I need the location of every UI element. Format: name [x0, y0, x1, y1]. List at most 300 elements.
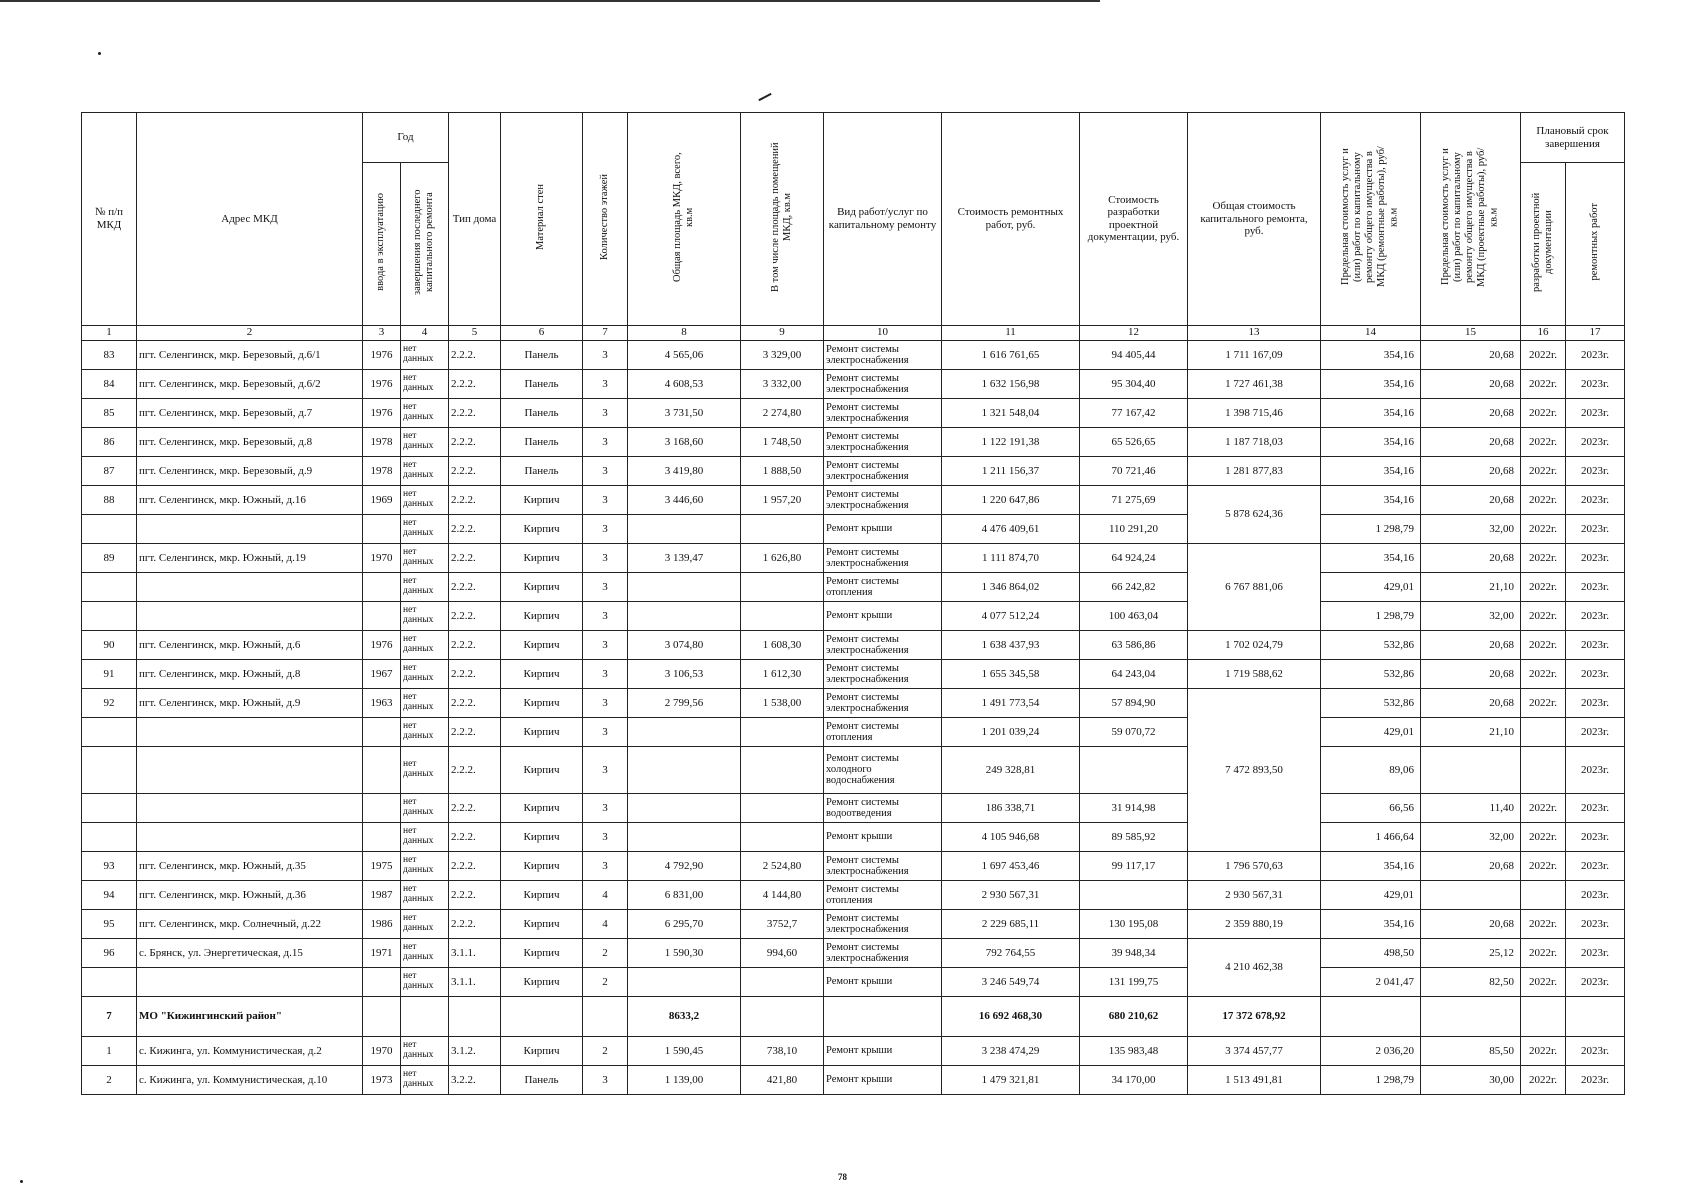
table-body — [82, 340, 1625, 1094]
column-number: 5 — [449, 325, 501, 340]
limit-repair-cell: 1 298,79 — [1321, 601, 1421, 630]
year-commissioned-cell: 1971 — [363, 938, 401, 967]
limit-repair-cell: 532,86 — [1321, 688, 1421, 717]
repair-cost-cell: 1 220 647,86 — [942, 485, 1080, 514]
floors-cell: 3 — [583, 572, 628, 601]
total-area-cell — [628, 601, 741, 630]
year-last-repair-cell: нет данных — [401, 572, 449, 601]
row-number — [82, 793, 137, 822]
repair-term-cell: 2023г. — [1566, 967, 1625, 996]
column-number: 3 — [363, 325, 401, 340]
total-area-cell — [628, 793, 741, 822]
work-type-cell: Ремонт системы электроснабжения — [824, 543, 942, 572]
repair-cost-cell: 1 491 773,54 — [942, 688, 1080, 717]
repair-term-cell: 2023г. — [1566, 369, 1625, 398]
address-cell: пгт. Селенгинск, мкр. Березовый, д.6/1 — [137, 340, 363, 369]
district-total-row — [82, 996, 1625, 1036]
house-type-cell: 2.2.2. — [449, 688, 501, 717]
house-type-cell: 2.2.2. — [449, 572, 501, 601]
floors-cell: 3 — [583, 746, 628, 793]
work-type-cell: Ремонт системы электроснабжения — [824, 398, 942, 427]
house-type-cell: 2.2.2. — [449, 601, 501, 630]
design-term-cell: 2022г. — [1521, 938, 1566, 967]
floors-cell: 3 — [583, 822, 628, 851]
year-last-repair-cell: нет данных — [401, 1065, 449, 1094]
column-number: 10 — [824, 325, 942, 340]
design-cost-cell — [1080, 880, 1188, 909]
header-premises-area: В том числе площадь помещений МКД, кв.м — [741, 113, 824, 326]
wall-material-cell: Кирпич — [501, 822, 583, 851]
design-term-cell: 2022г. — [1521, 659, 1566, 688]
total-area-cell: 6 295,70 — [628, 909, 741, 938]
scan-speck — [98, 52, 101, 55]
limit-design-cell: 32,00 — [1421, 514, 1521, 543]
work-type-cell: Ремонт крыши — [824, 601, 942, 630]
column-number: 11 — [942, 325, 1080, 340]
premises-area-cell: 2 524,80 — [741, 851, 824, 880]
year-last-repair-cell: нет данных — [401, 340, 449, 369]
house-type-cell: 3.1.2. — [449, 1036, 501, 1065]
header-total-area: Общая площадь МКД, всего, кв.м — [628, 113, 741, 326]
address-cell: пгт. Селенгинск, мкр. Южный, д.8 — [137, 659, 363, 688]
wall-material-cell: Панель — [501, 1065, 583, 1094]
design-term-cell: 2022г. — [1521, 543, 1566, 572]
design-term-cell: 2022г. — [1521, 398, 1566, 427]
row-number: 91 — [82, 659, 137, 688]
limit-design-cell: 20,68 — [1421, 340, 1521, 369]
wall-material-cell: Кирпич — [501, 543, 583, 572]
repair-term-cell: 2023г. — [1566, 1065, 1625, 1094]
work-type-cell: Ремонт крыши — [824, 1036, 942, 1065]
limit-design-cell: 20,68 — [1421, 485, 1521, 514]
year-last-repair-cell: нет данных — [401, 514, 449, 543]
year-commissioned-cell: 1975 — [363, 851, 401, 880]
address-cell: пгт. Селенгинск, мкр. Березовый, д.8 — [137, 427, 363, 456]
limit-design-cell: 20,68 — [1421, 630, 1521, 659]
design-cost-cell: 64 924,24 — [1080, 543, 1188, 572]
year-last-repair-cell: нет данных — [401, 717, 449, 746]
year-commissioned-cell — [363, 601, 401, 630]
address-cell: пгт. Селенгинск, мкр. Южный, д.9 — [137, 688, 363, 717]
work-type-cell: Ремонт системы электроснабжения — [824, 630, 942, 659]
limit-design-cell — [1421, 880, 1521, 909]
year-last-repair-cell: нет данных — [401, 822, 449, 851]
address-cell: с. Брянск, ул. Энергетическая, д.15 — [137, 938, 363, 967]
premises-area-cell: 2 274,80 — [741, 398, 824, 427]
total-cost-cell: 6 767 881,06 — [1188, 543, 1321, 630]
limit-repair-cell: 429,01 — [1321, 572, 1421, 601]
limit-design-cell: 30,00 — [1421, 1065, 1521, 1094]
limit-repair-cell: 354,16 — [1321, 340, 1421, 369]
limit-repair-cell: 2 036,20 — [1321, 1036, 1421, 1065]
repair-cost-cell: 1 111 874,70 — [942, 543, 1080, 572]
address-cell: пгт. Селенгинск, мкр. Южный, д.16 — [137, 485, 363, 514]
empty-cell — [583, 996, 628, 1036]
total-area-cell: 4 608,53 — [628, 369, 741, 398]
table-row — [82, 485, 1625, 514]
work-type-cell: Ремонт системы водоотведения — [824, 793, 942, 822]
house-type-cell: 2.2.2. — [449, 398, 501, 427]
year-last-repair-cell: нет данных — [401, 601, 449, 630]
year-commissioned-cell — [363, 746, 401, 793]
total-area-cell: 2 799,56 — [628, 688, 741, 717]
total-area-cell: 3 731,50 — [628, 398, 741, 427]
year-commissioned-cell — [363, 793, 401, 822]
house-type-cell: 2.2.2. — [449, 746, 501, 793]
row-number — [82, 822, 137, 851]
header-design-cost: Стоимость разработки проектной документации, руб. — [1080, 113, 1188, 326]
year-commissioned-cell — [363, 822, 401, 851]
total-cost-cell: 2 930 567,31 — [1188, 880, 1321, 909]
repair-cost-cell: 3 246 549,74 — [942, 967, 1080, 996]
table-row — [82, 717, 1625, 746]
table-row — [82, 1036, 1625, 1065]
address-cell — [137, 793, 363, 822]
limit-repair-cell: 354,16 — [1321, 485, 1421, 514]
wall-material-cell: Кирпич — [501, 1036, 583, 1065]
table-row — [82, 601, 1625, 630]
premises-area-cell — [741, 967, 824, 996]
total-area-cell: 3 168,60 — [628, 427, 741, 456]
limit-design-cell: 85,50 — [1421, 1036, 1521, 1065]
house-type-cell: 2.2.2. — [449, 880, 501, 909]
floors-cell: 3 — [583, 688, 628, 717]
design-cost-cell: 64 243,04 — [1080, 659, 1188, 688]
limit-repair-cell: 429,01 — [1321, 717, 1421, 746]
header-floors: Количество этажей — [583, 113, 628, 326]
empty-cell — [824, 996, 942, 1036]
row-number: 92 — [82, 688, 137, 717]
row-number: 84 — [82, 369, 137, 398]
empty-cell — [741, 996, 824, 1036]
year-last-repair-cell: нет данных — [401, 938, 449, 967]
year-commissioned-cell: 1976 — [363, 369, 401, 398]
premises-area-cell — [741, 746, 824, 793]
year-commissioned-cell: 1969 — [363, 485, 401, 514]
total-area-cell: 3 074,80 — [628, 630, 741, 659]
row-number: 86 — [82, 427, 137, 456]
year-last-repair-cell: нет данных — [401, 909, 449, 938]
premises-area-cell — [741, 514, 824, 543]
column-number: 6 — [501, 325, 583, 340]
repair-cost-cell: 1 697 453,46 — [942, 851, 1080, 880]
house-type-cell: 2.2.2. — [449, 543, 501, 572]
premises-area-cell: 1 612,30 — [741, 659, 824, 688]
year-commissioned-cell: 1976 — [363, 398, 401, 427]
work-type-cell: Ремонт крыши — [824, 514, 942, 543]
repair-term-cell: 2023г. — [1566, 793, 1625, 822]
repair-cost-cell: 3 238 474,29 — [942, 1036, 1080, 1065]
design-cost-cell: 66 242,82 — [1080, 572, 1188, 601]
work-type-cell: Ремонт системы отопления — [824, 572, 942, 601]
total-area-cell: 4 792,90 — [628, 851, 741, 880]
total-area-cell: 3 419,80 — [628, 456, 741, 485]
limit-repair-cell: 2 041,47 — [1321, 967, 1421, 996]
total-cost-cell: 1 702 024,79 — [1188, 630, 1321, 659]
repair-cost-cell: 1 616 761,65 — [942, 340, 1080, 369]
header-limit-design: Предельная стоимость услуг и (или) работ по капитальному ремонту общего имущества в МКД (проектные работы), руб/кв.м — [1421, 113, 1521, 326]
limit-design-cell: 82,50 — [1421, 967, 1521, 996]
repair-term-cell: 2023г. — [1566, 456, 1625, 485]
year-commissioned-cell: 1970 — [363, 1036, 401, 1065]
design-term-cell: 2022г. — [1521, 909, 1566, 938]
repair-term-cell: 2023г. — [1566, 822, 1625, 851]
floors-cell: 3 — [583, 427, 628, 456]
header-year-commissioned: ввода в эксплуатацию — [363, 163, 401, 326]
premises-area-cell: 3752,7 — [741, 909, 824, 938]
repair-term-cell: 2023г. — [1566, 427, 1625, 456]
premises-area-cell — [741, 822, 824, 851]
floors-cell: 3 — [583, 659, 628, 688]
house-type-cell: 2.2.2. — [449, 456, 501, 485]
row-number — [82, 967, 137, 996]
floors-cell: 3 — [583, 514, 628, 543]
year-commissioned-cell: 1973 — [363, 1065, 401, 1094]
table-row — [82, 427, 1625, 456]
year-commissioned-cell — [363, 717, 401, 746]
column-number: 13 — [1188, 325, 1321, 340]
year-commissioned-cell — [363, 514, 401, 543]
wall-material-cell: Панель — [501, 427, 583, 456]
column-number: 8 — [628, 325, 741, 340]
work-type-cell: Ремонт системы электроснабжения — [824, 485, 942, 514]
column-number: 15 — [1421, 325, 1521, 340]
year-commissioned-cell: 1970 — [363, 543, 401, 572]
repair-term-cell: 2023г. — [1566, 938, 1625, 967]
repair-cost-cell: 4 476 409,61 — [942, 514, 1080, 543]
limit-repair-cell: 354,16 — [1321, 909, 1421, 938]
design-cost-cell: 135 983,48 — [1080, 1036, 1188, 1065]
house-type-cell: 2.2.2. — [449, 909, 501, 938]
limit-design-cell: 20,68 — [1421, 398, 1521, 427]
design-cost-cell: 31 914,98 — [1080, 793, 1188, 822]
limit-repair-cell: 354,16 — [1321, 369, 1421, 398]
limit-repair-cell: 429,01 — [1321, 880, 1421, 909]
address-cell: пгт. Селенгинск, мкр. Березовый, д.7 — [137, 398, 363, 427]
repair-term-cell: 2023г. — [1566, 909, 1625, 938]
premises-area-cell: 1 608,30 — [741, 630, 824, 659]
year-last-repair-cell: нет данных — [401, 659, 449, 688]
district-name-cell: МО "Кижингинский район" — [137, 996, 363, 1036]
address-cell: пгт. Селенгинск, мкр. Березовый, д.6/2 — [137, 369, 363, 398]
wall-material-cell: Кирпич — [501, 851, 583, 880]
limit-design-cell: 20,68 — [1421, 427, 1521, 456]
total-cost-cell: 1 796 570,63 — [1188, 851, 1321, 880]
house-type-cell: 2.2.2. — [449, 793, 501, 822]
total-area-cell — [628, 717, 741, 746]
total-cost-cell: 1 187 718,03 — [1188, 427, 1321, 456]
limit-repair-cell: 1 298,79 — [1321, 514, 1421, 543]
document-page — [81, 112, 1624, 1095]
address-cell: пгт. Селенгинск, мкр. Южный, д.35 — [137, 851, 363, 880]
limit-design-cell — [1421, 746, 1521, 793]
year-last-repair-cell: нет данных — [401, 485, 449, 514]
row-number — [82, 514, 137, 543]
house-type-cell: 2.2.2. — [449, 659, 501, 688]
empty-cell — [1521, 996, 1566, 1036]
row-number: 88 — [82, 485, 137, 514]
design-cost-cell: 59 070,72 — [1080, 717, 1188, 746]
design-cost-cell: 57 894,90 — [1080, 688, 1188, 717]
design-term-cell: 2022г. — [1521, 514, 1566, 543]
design-term-cell: 2022г. — [1521, 688, 1566, 717]
work-type-cell: Ремонт системы отопления — [824, 717, 942, 746]
work-type-cell: Ремонт системы электроснабжения — [824, 456, 942, 485]
house-type-cell: 3.2.2. — [449, 1065, 501, 1094]
total-cost-cell: 3 374 457,77 — [1188, 1036, 1321, 1065]
repair-term-cell: 2023г. — [1566, 601, 1625, 630]
wall-material-cell: Панель — [501, 340, 583, 369]
floors-cell: 3 — [583, 456, 628, 485]
design-cost-cell: 130 195,08 — [1080, 909, 1188, 938]
address-cell: пгт. Селенгинск, мкр. Южный, д.36 — [137, 880, 363, 909]
total-cost-cell: 4 210 462,38 — [1188, 938, 1321, 996]
work-type-cell: Ремонт системы электроснабжения — [824, 688, 942, 717]
work-type-cell: Ремонт системы электроснабжения — [824, 851, 942, 880]
year-last-repair-cell: нет данных — [401, 793, 449, 822]
column-number: 17 — [1566, 325, 1625, 340]
work-type-cell: Ремонт крыши — [824, 1065, 942, 1094]
year-commissioned-cell — [363, 967, 401, 996]
limit-design-cell: 21,10 — [1421, 717, 1521, 746]
repair-cost-cell: 4 077 512,24 — [942, 601, 1080, 630]
column-number: 2 — [137, 325, 363, 340]
house-type-cell: 3.1.1. — [449, 938, 501, 967]
table-row — [82, 659, 1625, 688]
limit-repair-cell: 532,86 — [1321, 659, 1421, 688]
wall-material-cell: Кирпич — [501, 793, 583, 822]
row-number: 2 — [82, 1065, 137, 1094]
repair-cost-cell: 1 321 548,04 — [942, 398, 1080, 427]
premises-area-cell — [741, 717, 824, 746]
limit-repair-cell: 498,50 — [1321, 938, 1421, 967]
table-row — [82, 688, 1625, 717]
repair-cost-cell: 1 655 345,58 — [942, 659, 1080, 688]
wall-material-cell: Кирпич — [501, 967, 583, 996]
limit-design-cell: 32,00 — [1421, 601, 1521, 630]
house-type-cell: 2.2.2. — [449, 485, 501, 514]
total-cost-cell: 7 472 893,50 — [1188, 688, 1321, 851]
row-number: 1 — [82, 1036, 137, 1065]
floors-cell: 3 — [583, 793, 628, 822]
page-number: 78 — [838, 1172, 847, 1182]
limit-design-cell: 32,00 — [1421, 822, 1521, 851]
address-cell — [137, 967, 363, 996]
design-cost-cell: 70 721,46 — [1080, 456, 1188, 485]
limit-design-cell: 20,68 — [1421, 456, 1521, 485]
total-cost-cell: 1 711 167,09 — [1188, 340, 1321, 369]
header-repair-cost: Стоимость ремонтных работ, руб. — [942, 113, 1080, 326]
year-last-repair-cell: нет данных — [401, 456, 449, 485]
design-term-cell: 2022г. — [1521, 456, 1566, 485]
total-cost-cell: 17 372 678,92 — [1188, 996, 1321, 1036]
handwritten-tick-mark — [758, 93, 771, 101]
design-cost-cell: 94 405,44 — [1080, 340, 1188, 369]
design-term-cell: 2022г. — [1521, 630, 1566, 659]
scan-speck — [20, 1180, 23, 1183]
row-number — [82, 572, 137, 601]
floors-cell: 3 — [583, 1065, 628, 1094]
year-last-repair-cell: нет данных — [401, 1036, 449, 1065]
address-cell: пгт. Селенгинск, мкр. Южный, д.6 — [137, 630, 363, 659]
floors-cell: 3 — [583, 601, 628, 630]
design-term-cell: 2022г. — [1521, 485, 1566, 514]
column-number: 1 — [82, 325, 137, 340]
total-area-cell — [628, 746, 741, 793]
address-cell: пгт. Селенгинск, мкр. Южный, д.19 — [137, 543, 363, 572]
table-row — [82, 746, 1625, 793]
floors-cell: 2 — [583, 1036, 628, 1065]
row-number — [82, 746, 137, 793]
header-year-last-repair: завершения последнего капитального ремонта — [401, 163, 449, 326]
address-cell: с. Кижинга, ул. Коммунистическая, д.10 — [137, 1065, 363, 1094]
column-number: 4 — [401, 325, 449, 340]
table-header — [82, 113, 1625, 341]
year-last-repair-cell: нет данных — [401, 427, 449, 456]
design-cost-cell: 77 167,42 — [1080, 398, 1188, 427]
year-commissioned-cell: 1976 — [363, 340, 401, 369]
column-numbers-row — [82, 325, 1625, 340]
total-cost-cell: 1 281 877,83 — [1188, 456, 1321, 485]
empty-cell — [401, 996, 449, 1036]
repair-term-cell: 2023г. — [1566, 485, 1625, 514]
column-number: 14 — [1321, 325, 1421, 340]
year-commissioned-cell: 1963 — [363, 688, 401, 717]
wall-material-cell: Кирпич — [501, 746, 583, 793]
design-cost-cell: 95 304,40 — [1080, 369, 1188, 398]
total-area-cell: 3 106,53 — [628, 659, 741, 688]
floors-cell: 3 — [583, 369, 628, 398]
address-cell — [137, 717, 363, 746]
total-area-cell — [628, 514, 741, 543]
row-number: 95 — [82, 909, 137, 938]
repair-term-cell: 2023г. — [1566, 572, 1625, 601]
total-area-cell: 1 139,00 — [628, 1065, 741, 1094]
total-cost-cell: 1 727 461,38 — [1188, 369, 1321, 398]
house-type-cell: 2.2.2. — [449, 427, 501, 456]
wall-material-cell: Панель — [501, 398, 583, 427]
design-term-cell: 2022г. — [1521, 572, 1566, 601]
total-area-cell: 3 139,47 — [628, 543, 741, 572]
design-cost-cell: 63 586,86 — [1080, 630, 1188, 659]
floors-cell: 3 — [583, 398, 628, 427]
repair-term-cell: 2023г. — [1566, 340, 1625, 369]
design-cost-cell: 89 585,92 — [1080, 822, 1188, 851]
premises-area-cell: 738,10 — [741, 1036, 824, 1065]
year-last-repair-cell: нет данных — [401, 369, 449, 398]
table-row — [82, 340, 1625, 369]
repair-cost-cell: 249 328,81 — [942, 746, 1080, 793]
premises-area-cell: 994,60 — [741, 938, 824, 967]
year-last-repair-cell: нет данных — [401, 851, 449, 880]
limit-repair-cell: 532,86 — [1321, 630, 1421, 659]
design-term-cell: 2022г. — [1521, 601, 1566, 630]
limit-repair-cell: 1 298,79 — [1321, 1065, 1421, 1094]
floors-cell: 2 — [583, 938, 628, 967]
premises-area-cell: 1 748,50 — [741, 427, 824, 456]
address-cell — [137, 822, 363, 851]
header-house-type: Тип дома — [449, 113, 501, 326]
work-type-cell: Ремонт системы отопления — [824, 880, 942, 909]
premises-area-cell: 421,80 — [741, 1065, 824, 1094]
year-commissioned-cell: 1986 — [363, 909, 401, 938]
repair-schedule-table — [81, 112, 1625, 1095]
limit-design-cell: 20,68 — [1421, 369, 1521, 398]
design-term-cell: 2022г. — [1521, 369, 1566, 398]
repair-term-cell: 2023г. — [1566, 1036, 1625, 1065]
repair-cost-cell: 1 346 864,02 — [942, 572, 1080, 601]
table-row — [82, 851, 1625, 880]
